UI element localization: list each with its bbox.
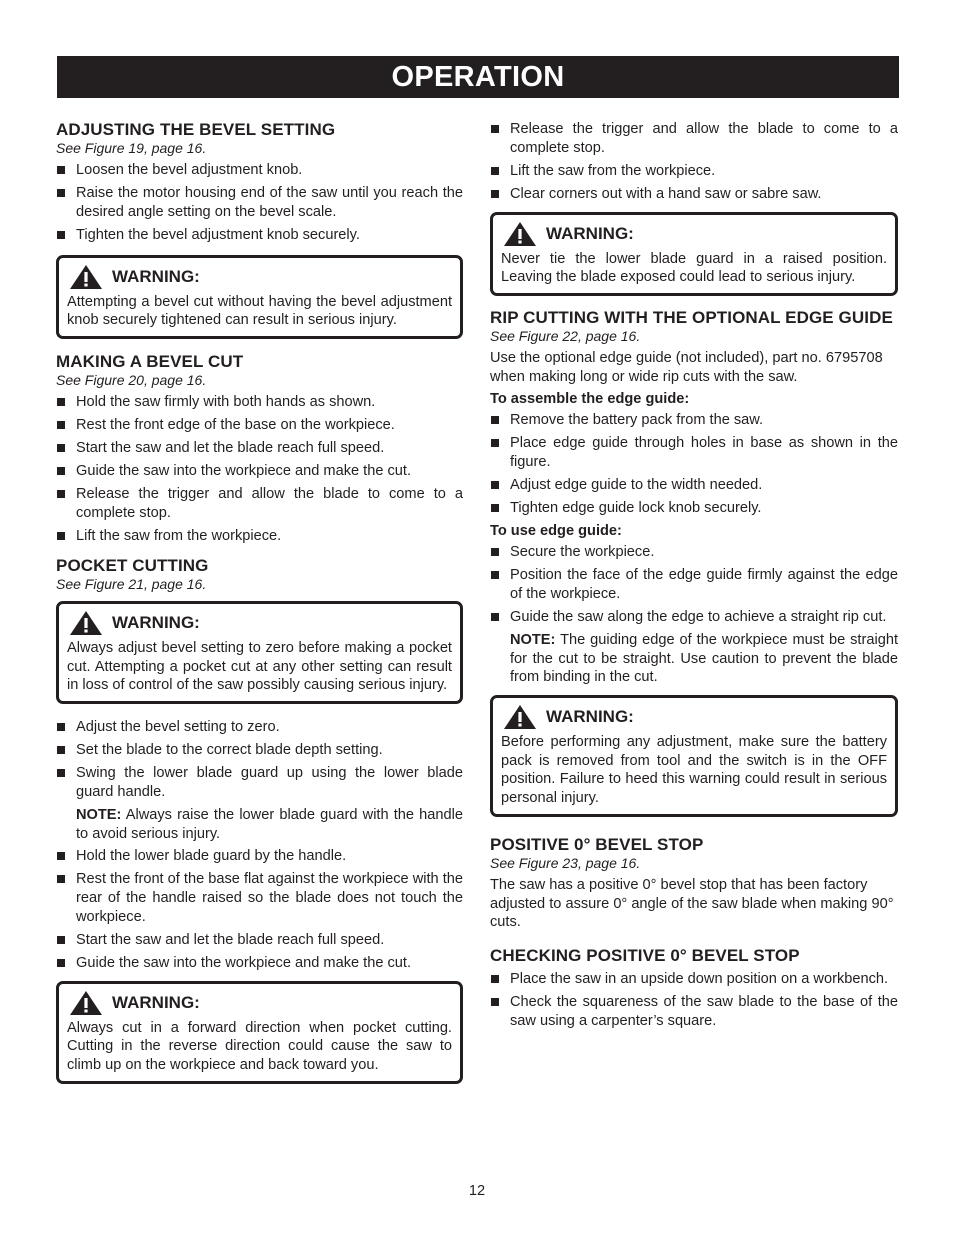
list-item: Hold the lower blade guard by the handle.: [56, 847, 463, 866]
list-item: Position the face of the edge guide firmly against the edge of the workpiece.: [490, 566, 898, 603]
list-item: Adjust the bevel setting to zero.: [56, 718, 463, 737]
warning-label: WARNING:: [112, 992, 200, 1012]
list-item: Swing the lower blade guard up using the lower blade guard handle.: [56, 764, 463, 801]
bullet-list-checking: [490, 970, 898, 1031]
list-item: Tighten edge guide lock knob securely.: [490, 499, 898, 518]
bullet-square-icon: [491, 998, 499, 1006]
bullet-square-icon: [491, 167, 499, 175]
list-item: Lift the saw from the workpiece.: [56, 527, 463, 546]
use-subheading: To use edge guide:: [490, 523, 622, 540]
bullet-square-icon: [491, 548, 499, 556]
warning-triangle-icon: [69, 610, 103, 636]
bullet-square-icon: [491, 613, 499, 621]
list-item: Clear corners out with a hand saw or sabre saw.: [490, 185, 898, 204]
list-item: Check the squareness of the saw blade to the base of the saw using a carpenter’s square.: [490, 993, 898, 1030]
list-item: Guide the saw into the workpiece and make the cut.: [56, 954, 463, 973]
figure-reference: See Figure 23, page 16.: [490, 854, 641, 871]
bullet-square-icon: [57, 769, 65, 777]
list-item: Tighten the bevel adjustment knob securely.: [56, 226, 463, 245]
list-item: Adjust edge guide to the width needed.: [490, 476, 898, 495]
bullet-square-icon: [57, 467, 65, 475]
bullet-square-icon: [57, 936, 65, 944]
bullet-square-icon: [57, 746, 65, 754]
warning-box: [56, 601, 463, 704]
note-text: The guiding edge of the workpiece must be straight for the cut to be straight. Use caution to prevent the blade from binding in the cut.: [510, 631, 898, 686]
section-title-checking-bevel-stop: CHECKING POSITIVE 0° BEVEL STOP: [490, 945, 800, 965]
warning-label: WARNING:: [546, 223, 634, 243]
bullet-square-icon: [57, 189, 65, 197]
page-header-title: OPERATION: [57, 56, 899, 98]
section-title-bevel-setting: ADJUSTING THE BEVEL SETTING: [56, 120, 336, 139]
warning-text: Attempting a bevel cut without having the bevel adjustment knob securely tightened can result in serious injury.: [67, 293, 452, 329]
bullet-list-use: [490, 543, 898, 627]
warning-text: Before performing any adjustment, make sure the battery pack is removed from tool and the switch is in the OFF position. Failure to heed this warning could result in serious personal injury.: [501, 733, 887, 807]
warning-triangle-icon: [69, 990, 103, 1016]
warning-box: [56, 981, 463, 1084]
bullet-square-icon: [57, 490, 65, 498]
left-column: [56, 120, 463, 1084]
section-title-pocket-cutting: POCKET CUTTING: [56, 555, 209, 575]
list-item: Release the trigger and allow the blade to come to a complete stop.: [490, 120, 898, 157]
bullet-square-icon: [491, 481, 499, 489]
section-title-bevel-cut: MAKING A BEVEL CUT: [56, 352, 244, 371]
bullet-square-icon: [57, 398, 65, 406]
list-item: Release the trigger and allow the blade to come to a complete stop.: [56, 485, 463, 522]
note-label: NOTE:: [76, 806, 122, 823]
warning-triangle-icon: [69, 264, 103, 290]
bullet-square-icon: [57, 959, 65, 967]
bullet-list-bevel-setting: [56, 161, 463, 245]
bullet-square-icon: [57, 875, 65, 883]
list-item: Guide the saw into the workpiece and make the cut.: [56, 462, 463, 481]
right-column: [490, 120, 898, 1035]
warning-box: [490, 212, 898, 296]
note-paragraph: [56, 806, 463, 843]
list-item: Loosen the bevel adjustment knob.: [56, 161, 463, 180]
bullet-square-icon: [491, 190, 499, 198]
page-number: 12: [468, 1183, 486, 1199]
bullet-list-pocket-continued: [490, 120, 898, 204]
rip-intro-paragraph: Use the optional edge guide (not included), part no. 6795708 when making long or wide rip cuts with the saw.: [490, 350, 883, 385]
list-item: Remove the battery pack from the saw.: [490, 411, 898, 430]
list-item: Place the saw in an upside down position on a workbench.: [490, 970, 898, 989]
note-paragraph: [490, 631, 898, 687]
warning-text: Never tie the lower blade guard in a raised position. Leaving the blade exposed could lead to serious injury.: [501, 250, 887, 286]
warning-box: [490, 695, 898, 817]
bullet-square-icon: [491, 571, 499, 579]
list-item: Lift the saw from the workpiece.: [490, 162, 898, 181]
list-item: Place edge guide through holes in base as shown in the figure.: [490, 434, 898, 471]
figure-reference: See Figure 22, page 16.: [490, 328, 641, 344]
bullet-list-bevel-cut: [56, 393, 463, 546]
list-item: Rest the front edge of the base on the workpiece.: [56, 416, 463, 435]
bullet-square-icon: [491, 504, 499, 512]
warning-text: Always adjust bevel setting to zero before making a pocket cut. Attempting a pocket cut at any other setting can result in loss of control of the saw possibly causing serious injury.: [67, 639, 452, 694]
bullet-square-icon: [491, 439, 499, 447]
note-label: NOTE:: [510, 631, 556, 648]
bullet-square-icon: [491, 975, 499, 983]
list-item: Start the saw and let the blade reach full speed.: [56, 931, 463, 950]
list-item: Set the blade to the correct blade depth setting.: [56, 741, 463, 760]
list-item: Rest the front of the base flat against the workpiece with the rear of the handle raised so the blade does not touch the workpiece.: [56, 870, 463, 926]
warning-label: WARNING:: [112, 612, 200, 632]
bullet-list-assemble: [490, 411, 898, 518]
list-item: Secure the workpiece.: [490, 543, 898, 562]
bullet-list-pocket-a: [56, 718, 463, 802]
figure-reference: See Figure 20, page 16.: [56, 372, 207, 388]
note-text: Always raise the lower blade guard with the handle to avoid serious injury.: [76, 806, 463, 842]
bullet-list-pocket-b: [56, 847, 463, 972]
bullet-square-icon: [57, 444, 65, 452]
list-item: Start the saw and let the blade reach full speed.: [56, 439, 463, 458]
section-title-rip-cutting: RIP CUTTING WITH THE OPTIONAL EDGE GUIDE: [490, 308, 893, 327]
warning-box: [56, 255, 463, 339]
warning-label: WARNING:: [546, 706, 634, 726]
bullet-square-icon: [57, 852, 65, 860]
bullet-square-icon: [57, 166, 65, 174]
warning-triangle-icon: [503, 704, 537, 730]
warning-triangle-icon: [503, 221, 537, 247]
bullet-square-icon: [57, 421, 65, 429]
figure-reference: See Figure 19, page 16.: [56, 140, 207, 156]
bullet-square-icon: [491, 125, 499, 133]
list-item: Raise the motor housing end of the saw until you reach the desired angle setting on the bevel scale.: [56, 184, 463, 221]
warning-label: WARNING:: [112, 266, 200, 286]
list-item: Guide the saw along the edge to achieve a straight rip cut.: [490, 608, 898, 627]
section-title-positive-bevel-stop: POSITIVE 0° BEVEL STOP: [490, 834, 704, 854]
figure-reference: See Figure 21, page 16.: [56, 575, 207, 592]
warning-text: Always cut in a forward direction when pocket cutting. Cutting in the reverse direction could cause the saw to climb up on the workpiece and back toward you.: [67, 1019, 452, 1074]
bullet-square-icon: [57, 231, 65, 239]
list-item: Hold the saw firmly with both hands as shown.: [56, 393, 463, 412]
bullet-square-icon: [57, 532, 65, 540]
bullet-square-icon: [57, 723, 65, 731]
positive-bevel-paragraph: The saw has a positive 0° bevel stop that has been factory adjusted to assure 0° angle of the saw blade when making 90° cuts.: [490, 876, 894, 931]
assemble-subheading: To assemble the edge guide:: [490, 391, 690, 408]
bullet-square-icon: [491, 416, 499, 424]
